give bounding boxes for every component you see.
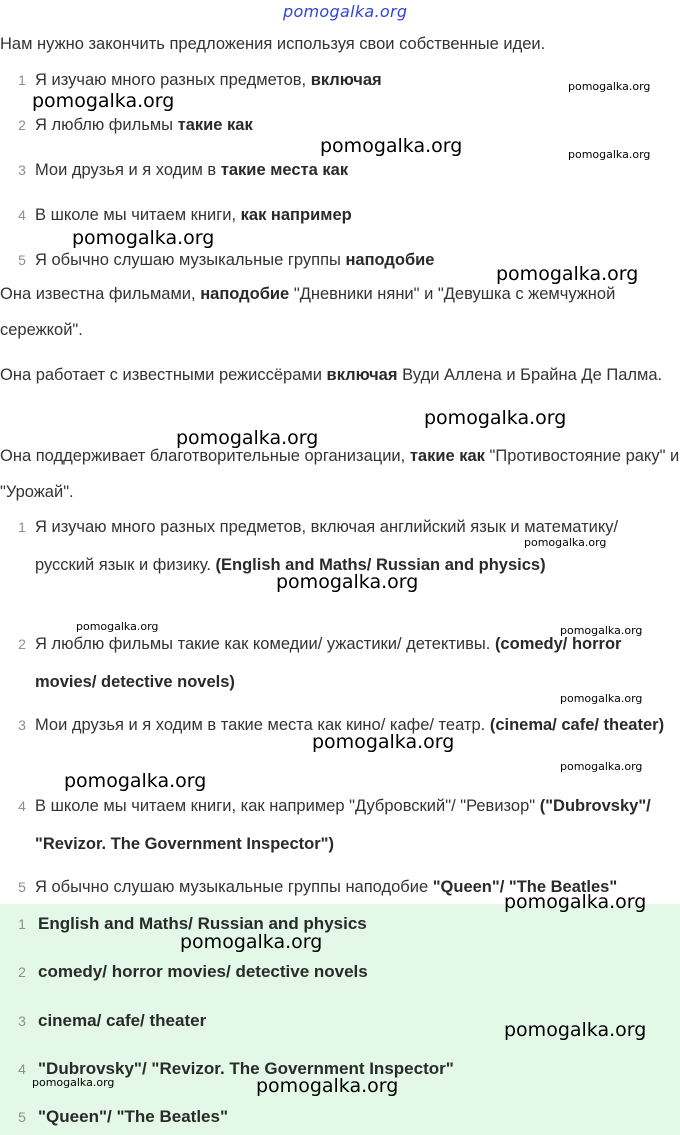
answer-text: "Dubrovsky"/ "Revizor. The Government Inspector" (38, 1059, 454, 1078)
watermark: pomogalka.org (32, 1076, 115, 1089)
watermark: pomogalka.org (560, 692, 643, 705)
watermark: pomogalka.org (256, 1075, 399, 1097)
task-text: В школе мы читаем книги, как например (35, 206, 352, 224)
watermark: pomogalka.org (504, 891, 647, 913)
answer-text: "Queen"/ "The Beatles" (38, 1107, 229, 1126)
item-number: 3 (18, 717, 26, 733)
solution-text: В школе мы читаем книги, как например "Дубровский"/ "Ревизор" ("Dubrovsky"/ "Revizor. The Government Inspector") (35, 797, 651, 853)
item-number: 5 (18, 1109, 26, 1125)
item-number: 3 (18, 1013, 26, 1029)
item-number: 2 (18, 964, 26, 980)
item-number: 1 (18, 916, 26, 932)
watermark: pomogalka.org (312, 731, 455, 753)
solution-text: Я обычно слушаю музыкальные группы наподобие "Queen"/ "The Beatles" (35, 878, 618, 896)
watermark: pomogalka.org (276, 571, 419, 593)
task-text: Мои друзья и я ходим в такие места как (35, 161, 349, 179)
item-number: 2 (18, 636, 26, 652)
item-number: 1 (18, 519, 26, 535)
watermark: pomogalka.org (424, 407, 567, 429)
watermark: pomogalka.org (320, 135, 463, 157)
watermark: pomogalka.org (72, 227, 215, 249)
answer-text: comedy/ horror movies/ detective novels (38, 962, 368, 981)
watermark: pomogalka.org (504, 1019, 647, 1041)
item-number: 2 (18, 117, 26, 133)
example-paragraph-3: Она поддерживает благотворительные организации, такие как "Противостояние раку" и "Урожай". (0, 447, 680, 501)
item-number: 1 (18, 72, 26, 88)
example-paragraph-1: Она известна фильмами, наподобие "Дневники няни" и "Девушка с жемчужной сережкой". (0, 285, 616, 339)
item-number: 5 (18, 252, 26, 268)
watermark: pomogalka.org (560, 760, 643, 773)
item-number: 4 (18, 798, 26, 814)
task-text: Я изучаю много разных предметов, включая (35, 71, 382, 89)
watermark: pomogalka.org (76, 620, 159, 633)
example-paragraph-2: Она работает с известными режиссёрами включая Вуди Аллена и Брайна Де Палма. (0, 366, 663, 384)
item-number: 3 (18, 162, 26, 178)
solution-text: Я люблю фильмы такие как комедии/ ужастики/ детективы. (comedy/ horror movies/ detective novels) (35, 635, 622, 691)
solution-text: Я изучаю много разных предметов, включая английский язык и математику/ русский язык и физику. (English and Maths/ Russian and physics) (35, 518, 619, 574)
task-text: Я люблю фильмы такие как (35, 116, 253, 134)
watermark: pomogalka.org (568, 80, 651, 93)
watermark: pomogalka.org (64, 770, 207, 792)
answer-text: English and Maths/ Russian and physics (38, 914, 367, 933)
task-text: Я обычно слушаю музыкальные группы наподобие (35, 251, 435, 269)
solution-text: Мои друзья и я ходим в такие места как кино/ кафе/ театр. (cinema/ cafe/ theater) (35, 716, 665, 734)
item-number: 5 (18, 879, 26, 895)
item-number: 4 (18, 1061, 26, 1077)
item-number: 4 (18, 207, 26, 223)
watermark: pomogalka.org (560, 624, 643, 637)
intro-text: Нам нужно закончить предложения используя свои собственные идеи. (0, 35, 546, 53)
watermark: pomogalka.org (176, 427, 319, 449)
site-watermark-header: pomogalka.org (283, 2, 408, 21)
watermark: pomogalka.org (180, 931, 323, 953)
watermark: pomogalka.org (524, 536, 607, 549)
watermark: pomogalka.org (32, 90, 175, 112)
watermark: pomogalka.org (568, 148, 651, 161)
watermark: pomogalka.org (496, 263, 639, 285)
answer-text: cinema/ cafe/ theater (38, 1011, 207, 1030)
